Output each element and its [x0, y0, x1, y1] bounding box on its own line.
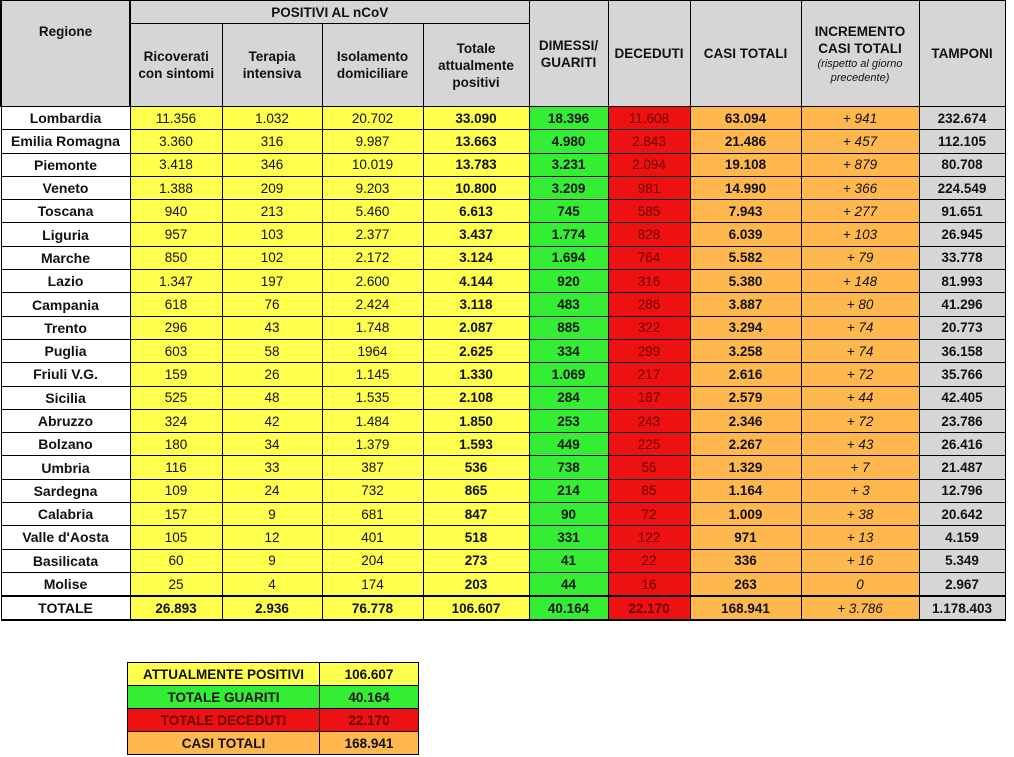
table-row: [1, 107, 1005, 130]
table-row: [1, 433, 1005, 456]
cell-terapia: 26: [222, 363, 322, 386]
cell-ricoverati: 109: [130, 479, 222, 502]
cell-regione: Liguria: [1, 223, 130, 246]
cell-isolamento: 2.377: [322, 223, 423, 246]
cell-ricoverati: 3.360: [130, 130, 222, 153]
cell-dimessi: 18.396: [529, 107, 608, 130]
table-row: [1, 409, 1005, 432]
cell-terapia: 42: [222, 409, 322, 432]
cell-deceduti: 316: [608, 270, 690, 293]
summary-value: 168.941: [320, 732, 419, 755]
cell-totale-positivi: 3.124: [423, 246, 529, 269]
cell-regione: Lazio: [1, 270, 130, 293]
cell-dimessi: 253: [529, 409, 608, 432]
header-regione: Regione: [1, 1, 130, 107]
cell-tamponi: 26.416: [919, 433, 1005, 456]
cell-casi-totali: 2.579: [690, 386, 801, 409]
cell-ricoverati: 116: [130, 456, 222, 479]
cell-isolamento: 1.535: [322, 386, 423, 409]
cell-deceduti: 828: [608, 223, 690, 246]
cell-dimessi: 3.209: [529, 176, 608, 199]
cell-dimessi: 331: [529, 526, 608, 549]
cell-incremento: + 16: [801, 549, 919, 572]
cell-deceduti: 981: [608, 176, 690, 199]
cell-incremento: + 74: [801, 316, 919, 339]
cell-regione: Marche: [1, 246, 130, 269]
cell-isolamento: 174: [322, 572, 423, 596]
summary-row: [128, 732, 419, 755]
header-isolamento: Isolamento domiciliare: [322, 24, 423, 107]
cell-incremento: + 13: [801, 526, 919, 549]
cell-incremento: + 148: [801, 270, 919, 293]
header-incremento-label: INCREMENTO CASI TOTALI: [814, 23, 906, 56]
summary-value: 40.164: [320, 686, 419, 709]
cell-dimessi: 483: [529, 293, 608, 316]
header-incremento: [801, 1, 919, 107]
cell-regione: Sardegna: [1, 479, 130, 502]
cell-casi-totali: 14.990: [690, 176, 801, 199]
cell-casi-totali: 263: [690, 572, 801, 596]
cell-tamponi: 2.967: [919, 572, 1005, 596]
cell-dimessi: 41: [529, 549, 608, 572]
cell-dimessi: 1.069: [529, 363, 608, 386]
cell-tamponi: 224.549: [919, 176, 1005, 199]
cell-incremento: + 80: [801, 293, 919, 316]
cell-casi-totali: 1.009: [690, 503, 801, 526]
totale-deceduti: 22.170: [608, 596, 690, 620]
cell-totale-positivi: 2.087: [423, 316, 529, 339]
cell-tamponi: 42.405: [919, 386, 1005, 409]
summary-label: ATTUALMENTE POSITIVI: [128, 663, 320, 686]
summary-label: CASI TOTALI: [128, 732, 320, 755]
cell-dimessi: 745: [529, 200, 608, 223]
table-row: [1, 246, 1005, 269]
cell-deceduti: 764: [608, 246, 690, 269]
cell-isolamento: 681: [322, 503, 423, 526]
cell-ricoverati: 957: [130, 223, 222, 246]
cell-casi-totali: 3.258: [690, 339, 801, 362]
table-row: [1, 153, 1005, 176]
table-row: [1, 479, 1005, 502]
cell-ricoverati: 324: [130, 409, 222, 432]
cell-totale-positivi: 13.663: [423, 130, 529, 153]
cell-totale-positivi: 3.437: [423, 223, 529, 246]
table-row: [1, 503, 1005, 526]
cell-isolamento: 9.987: [322, 130, 423, 153]
header-deceduti: DECEDUTI: [608, 1, 690, 107]
cell-terapia: 58: [222, 339, 322, 362]
cell-incremento: 0: [801, 572, 919, 596]
cell-terapia: 34: [222, 433, 322, 456]
table-row: [1, 572, 1005, 596]
cell-casi-totali: 19.108: [690, 153, 801, 176]
cell-tamponi: 21.487: [919, 456, 1005, 479]
cell-regione: Basilicata: [1, 549, 130, 572]
cell-ricoverati: 618: [130, 293, 222, 316]
cell-incremento: + 43: [801, 433, 919, 456]
cell-terapia: 213: [222, 200, 322, 223]
cell-terapia: 48: [222, 386, 322, 409]
header-terapia: Terapia intensiva: [222, 24, 322, 107]
table-row: [1, 526, 1005, 549]
cell-tamponi: 12.796: [919, 479, 1005, 502]
cell-incremento: + 879: [801, 153, 919, 176]
cell-totale-positivi: 6.613: [423, 200, 529, 223]
cell-regione: Puglia: [1, 339, 130, 362]
cell-regione: Friuli V.G.: [1, 363, 130, 386]
cell-regione: Piemonte: [1, 153, 130, 176]
cell-isolamento: 1964: [322, 339, 423, 362]
cell-dimessi: 44: [529, 572, 608, 596]
cell-incremento: + 38: [801, 503, 919, 526]
cell-ricoverati: 603: [130, 339, 222, 362]
cell-regione: Molise: [1, 572, 130, 596]
cell-totale-positivi: 536: [423, 456, 529, 479]
cell-ricoverati: 850: [130, 246, 222, 269]
cell-ricoverati: 105: [130, 526, 222, 549]
cell-regione: Calabria: [1, 503, 130, 526]
cell-tamponi: 91.651: [919, 200, 1005, 223]
cell-casi-totali: 1.164: [690, 479, 801, 502]
table-row: [1, 176, 1005, 199]
table-row: [1, 386, 1005, 409]
cell-deceduti: 2.843: [608, 130, 690, 153]
cell-totale-positivi: 847: [423, 503, 529, 526]
cell-terapia: 12: [222, 526, 322, 549]
cell-regione: Trento: [1, 316, 130, 339]
table-row: [1, 363, 1005, 386]
cell-terapia: 1.032: [222, 107, 322, 130]
cell-isolamento: 401: [322, 526, 423, 549]
cell-ricoverati: 60: [130, 549, 222, 572]
cell-regione: Toscana: [1, 200, 130, 223]
header-dimessi: DIMESSI/ GUARITI: [529, 1, 608, 107]
cell-regione: Umbria: [1, 456, 130, 479]
cell-ricoverati: 296: [130, 316, 222, 339]
cell-incremento: + 277: [801, 200, 919, 223]
table-row: [1, 549, 1005, 572]
cell-tamponi: 5.349: [919, 549, 1005, 572]
cell-deceduti: 16: [608, 572, 690, 596]
cell-isolamento: 204: [322, 549, 423, 572]
cell-totale-positivi: 13.783: [423, 153, 529, 176]
cell-deceduti: 217: [608, 363, 690, 386]
cell-deceduti: 299: [608, 339, 690, 362]
cell-dimessi: 449: [529, 433, 608, 456]
table-row: [1, 223, 1005, 246]
cell-terapia: 316: [222, 130, 322, 153]
cell-ricoverati: 25: [130, 572, 222, 596]
cell-casi-totali: 21.486: [690, 130, 801, 153]
cell-deceduti: 322: [608, 316, 690, 339]
cell-tamponi: 80.708: [919, 153, 1005, 176]
cell-deceduti: 286: [608, 293, 690, 316]
cell-casi-totali: 2.616: [690, 363, 801, 386]
summary-value: 106.607: [320, 663, 419, 686]
cell-casi-totali: 3.294: [690, 316, 801, 339]
cell-isolamento: 10.019: [322, 153, 423, 176]
cell-terapia: 4: [222, 572, 322, 596]
cell-totale-positivi: 865: [423, 479, 529, 502]
table-row: [1, 293, 1005, 316]
cell-totale-positivi: 1.850: [423, 409, 529, 432]
cell-totale-positivi: 4.144: [423, 270, 529, 293]
summary-label: TOTALE DECEDUTI: [128, 709, 320, 732]
cell-isolamento: 2.424: [322, 293, 423, 316]
cell-isolamento: 1.748: [322, 316, 423, 339]
cell-ricoverati: 1.388: [130, 176, 222, 199]
cell-casi-totali: 6.039: [690, 223, 801, 246]
cell-regione: Abruzzo: [1, 409, 130, 432]
cell-isolamento: 1.484: [322, 409, 423, 432]
cell-isolamento: 1.379: [322, 433, 423, 456]
cell-dimessi: 1.774: [529, 223, 608, 246]
cell-casi-totali: 336: [690, 549, 801, 572]
cell-dimessi: 3.231: [529, 153, 608, 176]
totale-dimessi: 40.164: [529, 596, 608, 620]
cell-casi-totali: 3.887: [690, 293, 801, 316]
cell-casi-totali: 63.094: [690, 107, 801, 130]
cell-casi-totali: 2.346: [690, 409, 801, 432]
totale-tamponi: 1.178.403: [919, 596, 1005, 620]
cell-ricoverati: 159: [130, 363, 222, 386]
summary-label: TOTALE GUARITI: [128, 686, 320, 709]
cell-regione: Lombardia: [1, 107, 130, 130]
cell-ricoverati: 11.356: [130, 107, 222, 130]
cell-tamponi: 41.296: [919, 293, 1005, 316]
table-row: [1, 200, 1005, 223]
cell-terapia: 9: [222, 503, 322, 526]
summary-table: [127, 662, 419, 755]
cell-dimessi: 90: [529, 503, 608, 526]
header-ricoverati: Ricoverati con sintomi: [130, 24, 222, 107]
cell-tamponi: 20.642: [919, 503, 1005, 526]
table-row: [1, 270, 1005, 293]
header-casi-totali: CASI TOTALI: [690, 1, 801, 107]
cell-deceduti: 122: [608, 526, 690, 549]
cell-deceduti: 22: [608, 549, 690, 572]
totale-attualmente-positivi: 106.607: [423, 596, 529, 620]
cell-incremento: + 74: [801, 339, 919, 362]
cell-ricoverati: 180: [130, 433, 222, 456]
cell-regione: Campania: [1, 293, 130, 316]
cell-totale-positivi: 2.108: [423, 386, 529, 409]
cell-ricoverati: 1.347: [130, 270, 222, 293]
cell-regione: Valle d'Aosta: [1, 526, 130, 549]
cell-tamponi: 81.993: [919, 270, 1005, 293]
cell-tamponi: 36.158: [919, 339, 1005, 362]
cell-casi-totali: 5.380: [690, 270, 801, 293]
cell-totale-positivi: 3.118: [423, 293, 529, 316]
totale-terapia: 2.936: [222, 596, 322, 620]
cell-deceduti: 85: [608, 479, 690, 502]
cell-regione: Veneto: [1, 176, 130, 199]
cell-isolamento: 1.145: [322, 363, 423, 386]
cell-isolamento: 9.203: [322, 176, 423, 199]
cell-ricoverati: 525: [130, 386, 222, 409]
header-incremento-note: (rispetto al giorno precedente): [817, 57, 903, 84]
cell-tamponi: 112.105: [919, 130, 1005, 153]
cell-isolamento: 5.460: [322, 200, 423, 223]
cell-tamponi: 232.674: [919, 107, 1005, 130]
summary-row: [128, 686, 419, 709]
table-row: [1, 339, 1005, 362]
cell-deceduti: 585: [608, 200, 690, 223]
cell-terapia: 102: [222, 246, 322, 269]
cell-incremento: + 72: [801, 409, 919, 432]
table-body: [1, 107, 1005, 621]
cell-terapia: 33: [222, 456, 322, 479]
header-tamponi: TAMPONI: [919, 1, 1005, 107]
cell-tamponi: 35.766: [919, 363, 1005, 386]
totale-label: TOTALE: [1, 596, 130, 620]
cell-totale-positivi: 10.800: [423, 176, 529, 199]
cell-casi-totali: 2.267: [690, 433, 801, 456]
cell-terapia: 24: [222, 479, 322, 502]
cell-deceduti: 2.094: [608, 153, 690, 176]
cell-isolamento: 2.172: [322, 246, 423, 269]
cell-totale-positivi: 33.090: [423, 107, 529, 130]
cell-regione: Emilia Romagna: [1, 130, 130, 153]
cell-terapia: 76: [222, 293, 322, 316]
totale-ricoverati: 26.893: [130, 596, 222, 620]
cell-incremento: + 3: [801, 479, 919, 502]
cell-tamponi: 23.786: [919, 409, 1005, 432]
cell-terapia: 9: [222, 549, 322, 572]
cell-incremento: + 44: [801, 386, 919, 409]
cell-dimessi: 738: [529, 456, 608, 479]
cell-regione: Bolzano: [1, 433, 130, 456]
header-positivi-group: POSITIVI AL nCoV: [130, 1, 529, 24]
cell-casi-totali: 1.329: [690, 456, 801, 479]
header-totale-positivi: Totale attualmente positivi: [423, 24, 529, 107]
cell-totale-positivi: 2.625: [423, 339, 529, 362]
cell-terapia: 209: [222, 176, 322, 199]
cell-terapia: 43: [222, 316, 322, 339]
cell-ricoverati: 940: [130, 200, 222, 223]
summary-row: [128, 709, 419, 732]
cell-dimessi: 214: [529, 479, 608, 502]
cell-incremento: + 457: [801, 130, 919, 153]
cell-deceduti: 72: [608, 503, 690, 526]
cell-incremento: + 103: [801, 223, 919, 246]
cell-casi-totali: 5.582: [690, 246, 801, 269]
cell-incremento: + 72: [801, 363, 919, 386]
totale-casi: 168.941: [690, 596, 801, 620]
cell-totale-positivi: 203: [423, 572, 529, 596]
cell-deceduti: 11.608: [608, 107, 690, 130]
cell-isolamento: 2.600: [322, 270, 423, 293]
cell-totale-positivi: 1.593: [423, 433, 529, 456]
cell-dimessi: 284: [529, 386, 608, 409]
cell-isolamento: 732: [322, 479, 423, 502]
cell-totale-positivi: 1.330: [423, 363, 529, 386]
cell-totale-positivi: 273: [423, 549, 529, 572]
cell-incremento: + 366: [801, 176, 919, 199]
cell-regione: Sicilia: [1, 386, 130, 409]
cell-isolamento: 387: [322, 456, 423, 479]
cell-deceduti: 187: [608, 386, 690, 409]
cell-deceduti: 55: [608, 456, 690, 479]
cell-dimessi: 920: [529, 270, 608, 293]
cell-dimessi: 885: [529, 316, 608, 339]
cell-isolamento: 20.702: [322, 107, 423, 130]
cell-incremento: + 941: [801, 107, 919, 130]
cell-deceduti: 225: [608, 433, 690, 456]
cell-casi-totali: 971: [690, 526, 801, 549]
table-row: [1, 316, 1005, 339]
table-row: [1, 456, 1005, 479]
totale-incremento: + 3.786: [801, 596, 919, 620]
cell-terapia: 103: [222, 223, 322, 246]
summary-row: [128, 663, 419, 686]
totale-row: [1, 596, 1005, 620]
cell-casi-totali: 7.943: [690, 200, 801, 223]
cell-tamponi: 26.945: [919, 223, 1005, 246]
cell-deceduti: 243: [608, 409, 690, 432]
summary-value: 22.170: [320, 709, 419, 732]
cell-dimessi: 334: [529, 339, 608, 362]
cell-terapia: 197: [222, 270, 322, 293]
cell-incremento: + 79: [801, 246, 919, 269]
cell-dimessi: 4.980: [529, 130, 608, 153]
cell-totale-positivi: 518: [423, 526, 529, 549]
cell-tamponi: 20.773: [919, 316, 1005, 339]
cell-terapia: 346: [222, 153, 322, 176]
cell-tamponi: 33.778: [919, 246, 1005, 269]
cell-ricoverati: 3.418: [130, 153, 222, 176]
cell-dimessi: 1.694: [529, 246, 608, 269]
cell-incremento: + 7: [801, 456, 919, 479]
cell-ricoverati: 157: [130, 503, 222, 526]
totale-isolamento: 76.778: [322, 596, 423, 620]
cell-tamponi: 4.159: [919, 526, 1005, 549]
table-row: [1, 130, 1005, 153]
